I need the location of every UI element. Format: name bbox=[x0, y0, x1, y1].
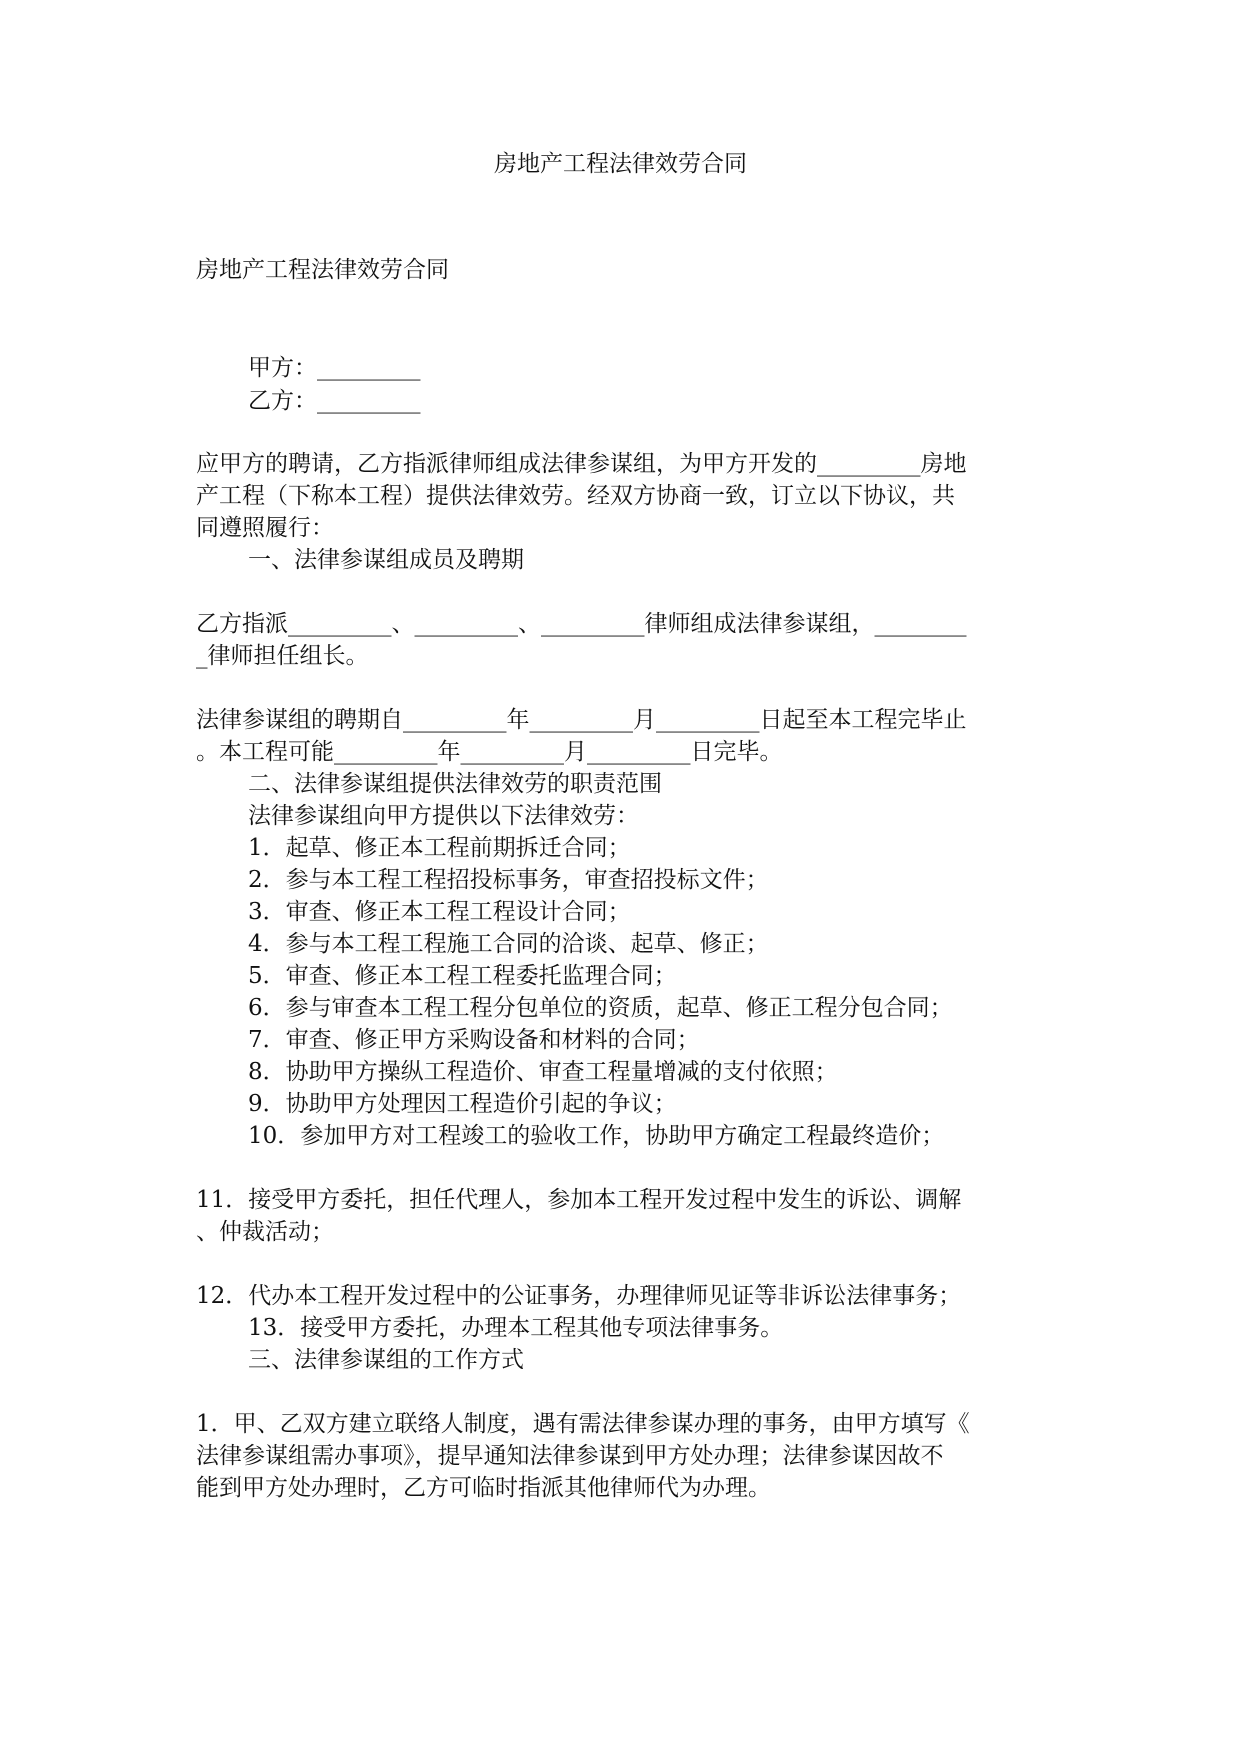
section3-para1-line-1: 1．甲、乙双方建立联络人制度，遇有需法律参谋办理的事务，由甲方填写《 bbox=[196, 1411, 970, 1437]
section2-item-3: 3．审查、修正本工程工程设计合同； bbox=[248, 899, 631, 925]
document-title: 房地产工程法律效劳合同 bbox=[494, 151, 747, 177]
section2-item-12: 12．代办本工程开发过程中的公证事务，办理律师见证等非诉讼法律事务； bbox=[196, 1283, 962, 1309]
section2-item-7: 7．审查、修正甲方采购设备和材料的合同； bbox=[248, 1027, 700, 1053]
section2-item-9: 9．协助甲方处理因工程造价引起的争议； bbox=[248, 1091, 677, 1117]
section2-item-2: 2．参与本工程工程招投标事务，审查招投标文件； bbox=[248, 867, 769, 893]
section2-item-11-line-1: 11．接受甲方委托，担任代理人，参加本工程开发过程中发生的诉讼、调解 bbox=[196, 1187, 962, 1213]
section2-item-10: 10．参加甲方对工程竣工的验收工作，协助甲方确定工程最终造价； bbox=[248, 1123, 945, 1149]
section1-term-line-1: 法律参谋组的聘期自_________年_________月_________日起至本工程完毕止 bbox=[196, 707, 967, 733]
section2-item-5: 5．审查、修正本工程工程委托监理合同； bbox=[248, 963, 677, 989]
document-subtitle: 房地产工程法律效劳合同 bbox=[196, 257, 449, 283]
section2-item-8: 8．协助甲方操纵工程造价、审查工程量增减的支付依照； bbox=[248, 1059, 838, 1085]
preamble-line-2: 产工程（下称本工程）提供法律效劳。经双方协商一致，订立以下协议，共 bbox=[196, 483, 955, 509]
section1-members-line-2: _律师担任组长。 bbox=[196, 643, 369, 669]
section2-item-6: 6．参与审查本工程工程分包单位的资质，起草、修正工程分包合同； bbox=[248, 995, 953, 1021]
section2-intro: 法律参谋组向甲方提供以下法律效劳： bbox=[248, 803, 639, 829]
section2-item-11-line-2: 、仲裁活动； bbox=[196, 1219, 334, 1245]
section2-item-13: 13．接受甲方委托，办理本工程其他专项法律事务。 bbox=[248, 1315, 784, 1341]
section1-heading: 一、法律参谋组成员及聘期 bbox=[248, 547, 524, 573]
section3-para1-line-3: 能到甲方处办理时，乙方可临时指派其他律师代为办理。 bbox=[196, 1475, 771, 1501]
section3-heading: 三、法律参谋组的工作方式 bbox=[248, 1347, 524, 1373]
section2-item-1: 1．起草、修正本工程前期拆迁合同； bbox=[248, 835, 631, 861]
party-b-line: 乙方：_________ bbox=[248, 388, 421, 414]
preamble-line-3: 同遵照履行： bbox=[196, 515, 334, 541]
section1-term-line-2: 。本工程可能_________年_________月_________日完毕。 bbox=[196, 739, 783, 765]
preamble-line-1: 应甲方的聘请，乙方指派律师组成法律参谋组，为甲方开发的_________房地 bbox=[196, 451, 967, 477]
section1-members-line-1: 乙方指派_________、_________、_________律师组成法律参谋组，________ bbox=[196, 611, 967, 637]
section3-para1-line-2: 法律参谋组需办事项》，提早通知法律参谋到甲方处办理；法律参谋因故不 bbox=[196, 1443, 944, 1469]
section2-item-4: 4．参与本工程工程施工合同的洽谈、起草、修正； bbox=[248, 931, 769, 957]
section2-heading: 二、法律参谋组提供法律效劳的职责范围 bbox=[248, 771, 662, 797]
party-a-line: 甲方：_________ bbox=[248, 355, 421, 381]
